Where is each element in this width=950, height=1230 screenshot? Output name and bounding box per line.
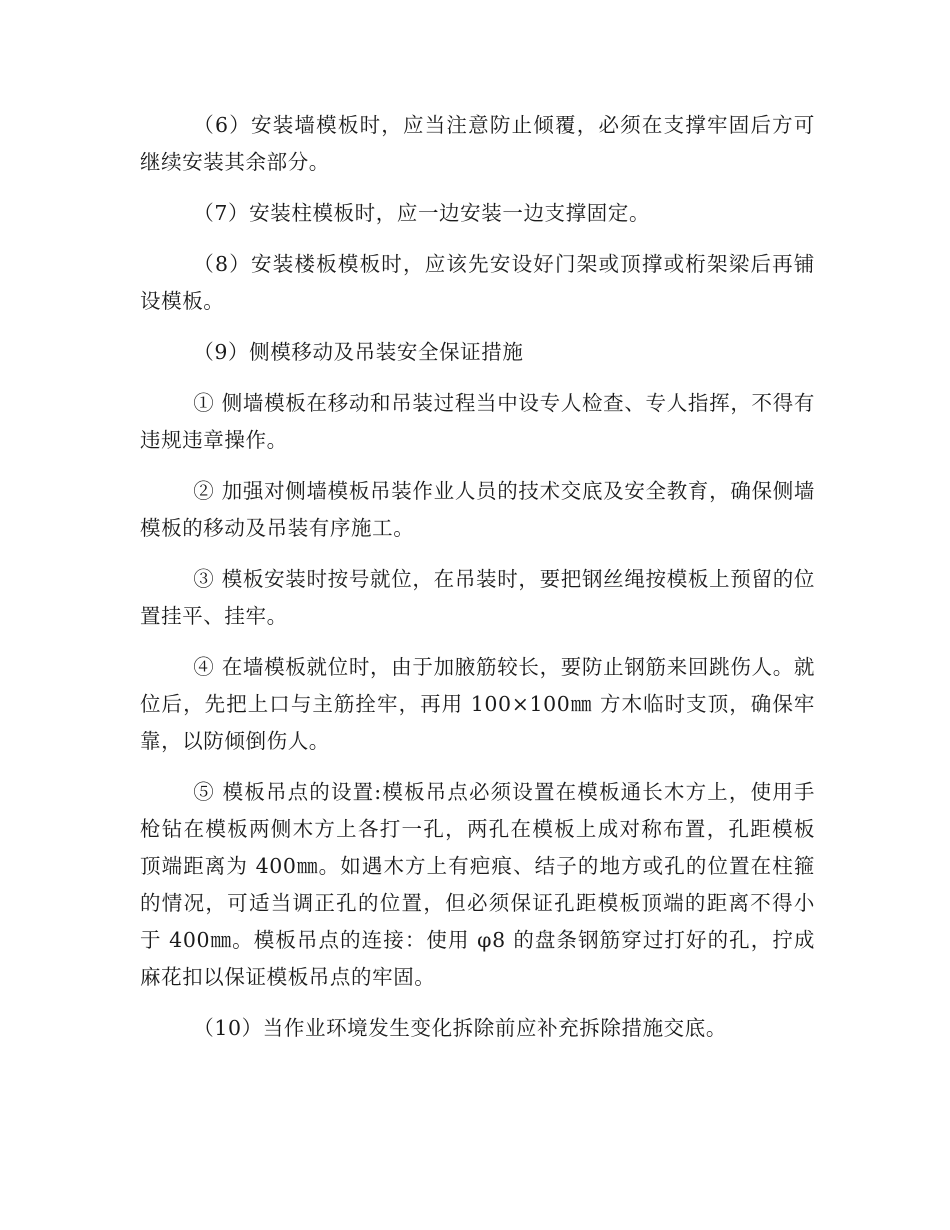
paragraph-item-7: （7）安装柱模板时，应一边安装一边支撑固定。 xyxy=(193,201,651,225)
paragraph-subitem-4: ④ 在墙模板就位时，由于加腋筋较长，要防止钢筋来回跳伤人。就位后，先把上口与主筋拴牢，再用 100×100㎜ 方木临时支顶，确保牢靠，以防倾倒伤人。 xyxy=(140,655,815,753)
paragraph-subitem-5: ⑤ 模板吊点的设置:模板吊点必须设置在模板通长木方上，使用手枪钻在模板两侧木方上各打一孔，两孔在模板上成对称布置，孔距模板顶端距离为 400㎜。如遇木方上有疤痕、结子的地方或孔的位置在柱箍的情况，可适当调正孔的位置，但必须保证孔距模板顶端的距离不得小于 400㎜。模板吊点的连接：使用 φ8 的盘条钢筋穿过打好的孔，拧成麻花扣以保证模板吊点的牢固。 xyxy=(140,780,815,989)
paragraph-subitem-1: ① 侧墙模板在移动和吊装过程当中设专人检查、专人指挥，不得有违规违章操作。 xyxy=(140,391,815,452)
paragraph-item-10: （10）当作业环境发生变化拆除前应补充拆除措施交底。 xyxy=(193,1016,727,1040)
paragraph-item-8: （8）安装楼板模板时，应该先安设好门架或顶撑或桁架梁后再铺设模板。 xyxy=(140,252,815,313)
paragraph-subitem-2: ② 加强对侧墙模板吊装作业人员的技术交底及安全教育，确保侧墙模板的移动及吊装有序施工。 xyxy=(140,479,815,540)
paragraph-subitem-3: ③ 模板安装时按号就位，在吊装时，要把钢丝绳按模板上预留的位置挂平、挂牢。 xyxy=(140,567,815,628)
paragraph-item-6: （6）安装墙模板时，应当注意防止倾覆，必须在支撑牢固后方可继续安装其余部分。 xyxy=(140,113,815,174)
document-body xyxy=(140,107,815,1061)
paragraph-item-9-heading: （9）侧模移动及吊装安全保证措施 xyxy=(193,340,524,364)
